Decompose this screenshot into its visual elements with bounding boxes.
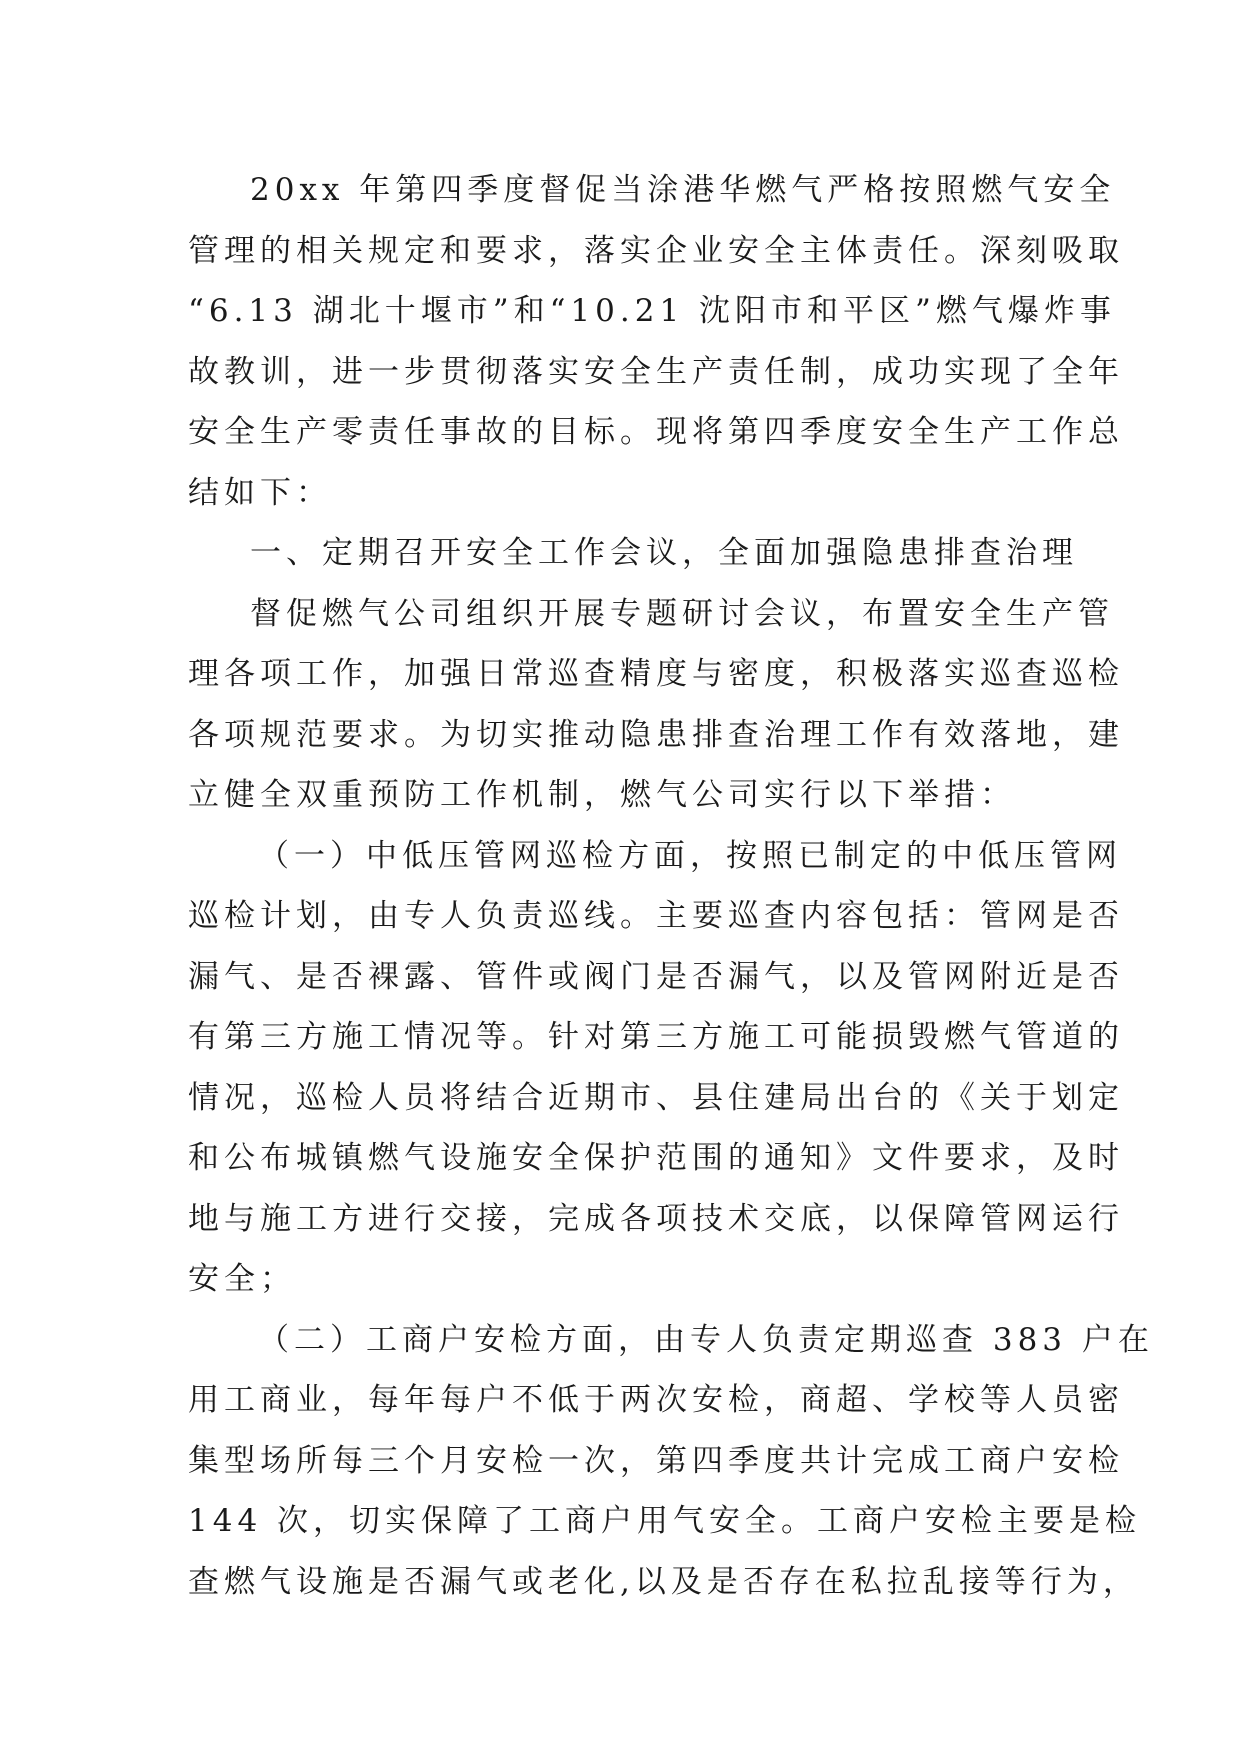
text-line: 查燃气设施是否漏气或老化,以及是否存在私拉乱接等行为，	[188, 1563, 1139, 1600]
text-line: 各项规范要求。为切实推动隐患排查治理工作有效落地，建	[188, 716, 1124, 753]
text-line: 结如下：	[188, 474, 332, 511]
document-body	[188, 160, 1154, 1612]
text-line: 有第三方施工情况等。针对第三方施工可能损毁燃气管道的	[188, 1019, 1124, 1055]
text-line: 漏气、是否裸露、管件或阀门是否漏气，以及管网附近是否	[188, 958, 1124, 995]
text-line: 督促燃气公司组织开展专题研讨会议，布置安全生产管	[250, 595, 1114, 632]
text-line: 情况，巡检人员将结合近期市、县住建局出台的《关于划定	[188, 1079, 1124, 1116]
text-line: 巡检计划，由专人负责巡线。主要巡查内容包括：管网是否	[188, 898, 1124, 934]
text-line: 20xx 年第四季度督促当涂港华燃气严格按照燃气安全	[250, 172, 1116, 208]
text-line: 故教训，进一步贯彻落实安全生产责任制，成功实现了全年	[188, 353, 1124, 390]
text-line: 理各项工作，加强日常巡查精度与密度，积极落实巡查巡检	[188, 656, 1124, 692]
text-line: 立健全双重预防工作机制，燃气公司实行以下举措：	[188, 777, 1016, 813]
text-line: 用工商业，每年每户不低于两次安检，商超、学校等人员密	[188, 1382, 1124, 1418]
text-line: 和公布城镇燃气设施安全保护范围的通知》文件要求，及时	[188, 1140, 1124, 1176]
text-line: （一）中低压管网巡检方面，按照已制定的中低压管网	[258, 837, 1122, 874]
text-line: 安全；	[188, 1261, 296, 1297]
text-line: 集型场所每三个月安检一次，第四季度共计完成工商户安检	[188, 1442, 1124, 1479]
text-line: 地与施工方进行交接，完成各项技术交底，以保障管网运行	[188, 1200, 1124, 1237]
text-line: 管理的相关规定和要求，落实企业安全主体责任。深刻吸取	[188, 232, 1124, 269]
section-heading: 一、定期召开安全工作会议，全面加强隐患排查治理	[250, 535, 1078, 571]
text-line: “6.13 湖北十堰市”和“10.21 沈阳市和平区”燃气爆炸事	[188, 293, 1116, 329]
text-line: （二）工商户安检方面，由专人负责定期巡查 383 户在	[258, 1321, 1154, 1358]
text-line: 144 次，切实保障了工商户用气安全。工商户安检主要是检	[188, 1503, 1142, 1539]
text-line: 安全生产零责任事故的目标。现将第四季度安全生产工作总	[188, 414, 1124, 450]
